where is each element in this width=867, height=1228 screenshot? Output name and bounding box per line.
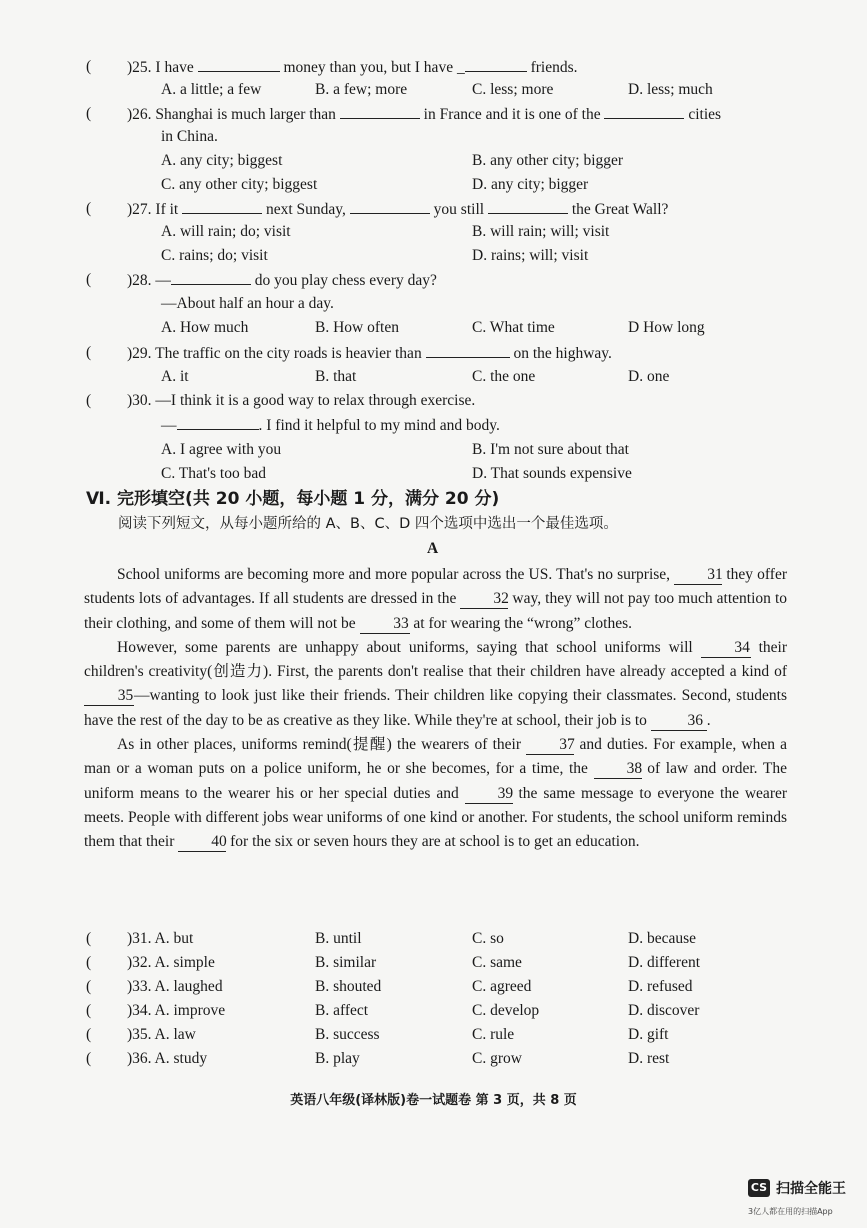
stem-part: next Sunday,: [265, 201, 346, 218]
watermark-name: 扫描全能王: [776, 1181, 846, 1197]
cloze-option-a: )34. A. improve: [127, 1002, 226, 1019]
cloze-option-b: B. success: [315, 1026, 380, 1043]
stem-part: you still: [433, 201, 485, 218]
cloze-option-d: D. gift: [628, 1026, 669, 1043]
stem-part: the Great Wall?: [571, 201, 669, 218]
option-d: D. one: [628, 368, 670, 385]
option-a: A. will rain; do; visit: [161, 223, 291, 240]
cloze-option-a: )32. A. simple: [127, 954, 215, 971]
answer-paren: (: [86, 930, 92, 947]
answer-paren: (: [86, 105, 92, 122]
cloze-option-b: B. similar: [315, 954, 377, 971]
option-c: C. the one: [472, 368, 536, 385]
cloze-blank-40: 40: [178, 833, 226, 852]
option-b: B. that: [315, 368, 357, 385]
answer-paren: (: [86, 978, 92, 995]
cloze-blank-37: 37: [526, 736, 574, 755]
answer-paren: (: [86, 1002, 92, 1019]
blank: [604, 104, 684, 119]
option-c: C. rains; do; visit: [161, 247, 268, 264]
text: .: [706, 711, 711, 729]
option-c: C. less; more: [472, 81, 554, 98]
cloze-blank-31: 31: [674, 566, 722, 585]
cloze-option-a: )31. A. but: [127, 930, 194, 947]
blank: [182, 199, 262, 214]
text: As in other places, uniforms remind(提醒) the wearers of their: [117, 736, 522, 754]
answer-paren: (: [86, 954, 92, 971]
option-c: C. any other city; biggest: [161, 176, 318, 193]
cloze-option-d: D. because: [628, 930, 696, 947]
answer-paren: (: [86, 1026, 92, 1043]
option-a: A. any city; biggest: [161, 152, 283, 169]
option-a: A. it: [161, 368, 189, 385]
text: School uniforms are becoming more and more popular across the US. That's no surprise,: [117, 566, 671, 583]
cloze-option-d: D. refused: [628, 978, 693, 995]
stem-part: )29. The traffic on the city roads is heavier than: [127, 345, 422, 362]
cloze-option-d: D. rest: [628, 1050, 670, 1067]
text: —wanting to look just like their friends. Their children like copying their classmates. Second, students have the rest of the day to be as creative as they like. While they're at school, their job is to: [84, 687, 787, 729]
question-26-stem: [127, 104, 721, 125]
cloze-option-c: C. same: [472, 954, 522, 971]
text: of law and order. The uniform means to the wearer his or her special duties and: [84, 760, 788, 802]
question-30-cont: [161, 415, 500, 436]
option-b: B. I'm not sure about that: [472, 441, 629, 458]
page-footer: 英语八年级(译林版)卷一试题卷 第 3 页，共 8 页: [290, 1093, 577, 1108]
paragraph-2: [84, 636, 787, 733]
question-30-stem: )30. —I think it is a good way to relax through exercise.: [127, 392, 476, 409]
blank: [177, 415, 259, 430]
option-a: A. a little; a few: [161, 81, 262, 98]
cs-logo-icon: CS: [748, 1179, 770, 1197]
question-28-cont: —About half an hour a day.: [161, 295, 334, 312]
cloze-option-c: C. rule: [472, 1026, 515, 1043]
blank: [488, 199, 568, 214]
text: and duties. For example, when a man or a woman puts on a police uniform, he or she becomes, for a time, the: [84, 736, 788, 778]
answer-paren: (: [86, 344, 92, 361]
stem-part: )25. I have: [127, 59, 194, 76]
cloze-option-a: )35. A. law: [127, 1026, 196, 1043]
stem-part: money than you, but I have _: [283, 59, 465, 76]
cloze-option-a: )33. A. laughed: [127, 978, 223, 995]
cloze-option-c: C. so: [472, 930, 504, 947]
answer-paren: (: [86, 271, 92, 288]
cloze-option-d: D. different: [628, 954, 701, 971]
watermark-tagline: 3亿人都在用的扫描App: [748, 1207, 833, 1216]
blank: [198, 57, 280, 72]
cloze-option-b: B. shouted: [315, 978, 382, 995]
text: However, some parents are unhappy about uniforms, saying that school uniforms will: [117, 638, 693, 656]
cloze-option-d: D. discover: [628, 1002, 700, 1019]
option-a: A. I agree with you: [161, 441, 282, 458]
paragraph-1: [84, 563, 787, 636]
option-a: A. How much: [161, 319, 249, 336]
blank: [340, 104, 420, 119]
stem-part: friends.: [530, 59, 578, 76]
stem-part: . I find it helpful to my mind and body.: [258, 417, 500, 434]
option-b: B. a few; more: [315, 81, 408, 98]
cloze-option-c: C. grow: [472, 1050, 522, 1067]
section-title: Ⅵ. 完形填空(共 20 小题，每小题 1 分，满分 20 分): [86, 489, 500, 509]
text: for the six or seven hours they are at school is to get an education.: [230, 833, 640, 851]
cloze-blank-36: 36: [651, 712, 707, 731]
option-d: D. rains; will; visit: [472, 247, 589, 264]
text: their children's creativity(创造力). First, the parents don't realise that their children have already accepted a kind of: [84, 638, 788, 681]
cloze-blank-38: 38: [594, 760, 642, 779]
option-d: D How long: [628, 319, 705, 336]
option-d: D. less; much: [628, 81, 713, 98]
question-28-stem: [127, 270, 437, 291]
cloze-option-b: B. affect: [315, 1002, 369, 1019]
cloze-blank-35: 35: [84, 687, 134, 706]
cloze-blank-34: 34: [701, 639, 751, 658]
answer-paren: (: [86, 200, 92, 217]
cloze-option-a: )36. A. study: [127, 1050, 208, 1067]
stem-part: cities: [688, 106, 722, 123]
stem-part: )28. —: [127, 272, 171, 289]
section-instruction: 阅读下列短文，从每小题所给的 A、B、C、D 四个选项中选出一个最佳选项。: [118, 516, 618, 532]
answer-paren: (: [86, 58, 92, 75]
cloze-option-b: B. play: [315, 1050, 360, 1067]
option-d: D. any city; bigger: [472, 176, 589, 193]
option-b: B. How often: [315, 319, 399, 336]
stem-part: —: [161, 417, 177, 434]
stem-part: )27. If it: [127, 201, 179, 218]
cloze-option-b: B. until: [315, 930, 362, 947]
option-c: C. What time: [472, 319, 555, 336]
cloze-option-c: C. agreed: [472, 978, 532, 995]
question-26-cont: in China.: [161, 128, 218, 145]
cloze-blank-32: 32: [460, 590, 508, 609]
question-29-stem: [127, 343, 612, 364]
option-d: D. That sounds expensive: [472, 465, 632, 482]
cloze-blank-33: 33: [360, 615, 410, 634]
text: the same message to everyone the wearer meets. People with different jobs wear uniforms of one kind or another. For students, the school uniform reminds them that their: [84, 784, 788, 851]
answer-paren: (: [86, 1050, 92, 1067]
text: at for wearing the “wrong” clothes.: [413, 614, 633, 632]
option-b: B. will rain; will; visit: [472, 223, 610, 240]
option-b: B. any other city; bigger: [472, 152, 624, 169]
question-27-stem: [127, 199, 668, 220]
stem-part: )26. Shanghai is much larger than: [127, 106, 336, 123]
passage-label: A: [427, 540, 439, 557]
stem-part: on the highway.: [513, 345, 612, 362]
blank: [426, 343, 510, 358]
question-25-stem: [127, 57, 578, 78]
paragraph-3: [84, 733, 787, 854]
answer-paren: (: [86, 392, 92, 409]
blank: [171, 270, 251, 285]
cloze-option-c: C. develop: [472, 1002, 540, 1019]
text: they offer students lots of advantages. If all students are dressed in the: [84, 566, 788, 608]
scanner-watermark: [748, 1178, 846, 1198]
blank: [465, 57, 527, 72]
cloze-passage: [84, 563, 787, 855]
text: way, they will not pay too much attention to their clothing, and some of them will not be: [84, 590, 787, 632]
option-c: C. That's too bad: [161, 465, 266, 482]
blank: [350, 199, 430, 214]
cloze-blank-39: 39: [465, 785, 513, 804]
stem-part: do you play chess every day?: [254, 272, 437, 289]
stem-part: in France and it is one of the: [423, 106, 601, 123]
